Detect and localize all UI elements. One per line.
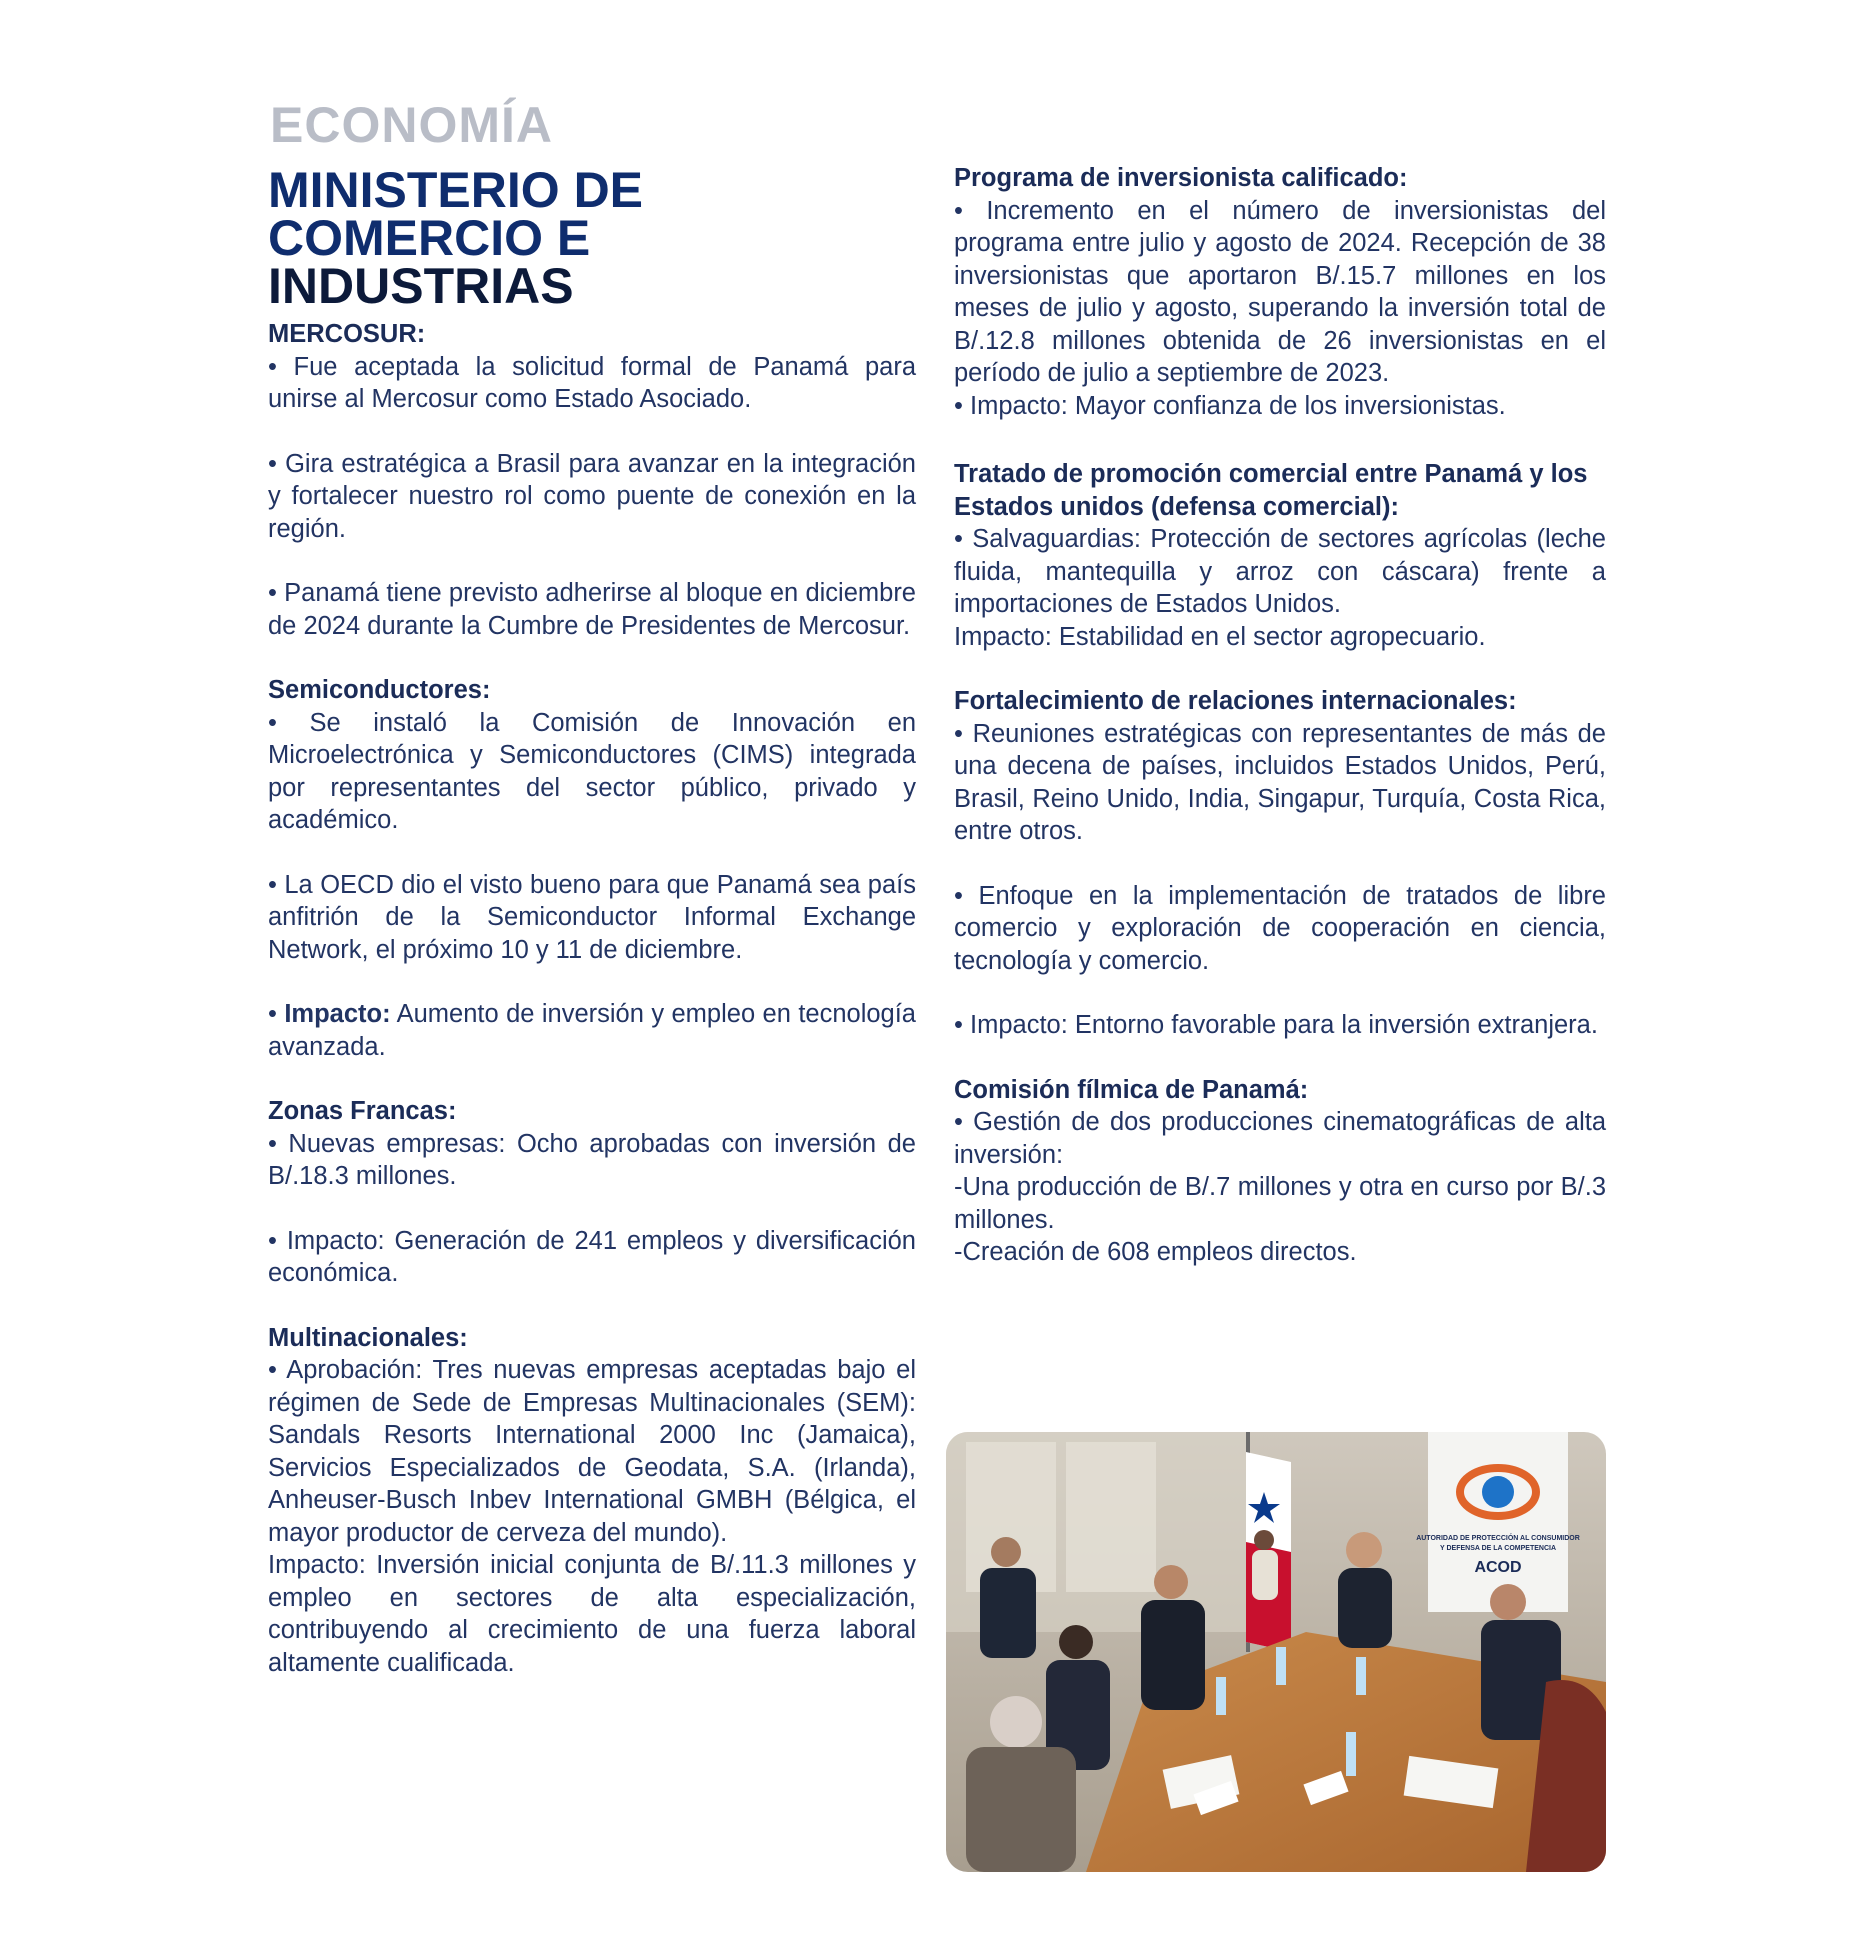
- zonas-francas-heading: Zonas Francas:: [268, 1097, 457, 1125]
- multinacionales-paragraph-2: Impacto: Inversión inicial conjunta de B/.11.3 millones y empleo en sectores de alta especialización, contribuyendo al crecimiento de una fuerza laboral altamente cualificada.: [268, 1551, 916, 1677]
- zonas-francas-paragraph-1: • Nuevas empresas: Ocho aprobadas con inversión de B/.18.3 millones.: [268, 1129, 916, 1190]
- mercosur-paragraph-1: • Fue aceptada la solicitud formal de Panamá para unirse al Mercosur como Estado Asociado.: [268, 352, 916, 413]
- title-line-1: MINISTERIO DE: [268, 162, 644, 218]
- tratado-paragraph-2: Impacto: Estabilidad en el sector agropecuario.: [954, 622, 1486, 651]
- filmica-paragraph-2: -Una producción de B/.7 millones y otra en curso por B/.3 millones.: [954, 1173, 1606, 1234]
- tratado-heading: Tratado de promoción comercial entre Panamá y los Estados unidos (defensa comercial):: [954, 460, 1588, 521]
- filmica-paragraph-3: -Creación de 608 empleos directos.: [954, 1238, 1357, 1266]
- semiconductores-paragraph-1: • Se instaló la Comisión de Innovación en Microelectrónica y Semiconductores (CIMS) integrada por representantes del sector público, privado y académico.: [268, 708, 916, 834]
- multinacionales-paragraph-1: • Aprobación: Tres nuevas empresas aceptadas bajo el régimen de Sede de Empresas Multinacionales (SEM): Sandals Resorts International 2000 Inc (Jamaica), Servicios Especializados de Geodata, S.A. (Irlanda), Anheuser-Busch Inbev International GMBH (Bélgica, el mayor productor de cerveza del mundo).: [268, 1356, 916, 1547]
- zonas-francas-paragraph-2: • Impacto: Generación de 241 empleos y diversificación económica.: [268, 1226, 916, 1287]
- relaciones-paragraph-2: • Enfoque en la implementación de tratados de libre comercio y exploración de cooperación en ciencia, tecnología y comercio.: [954, 881, 1606, 975]
- title-line-3: INDUSTRIAS: [268, 258, 574, 314]
- page-title: [268, 162, 828, 314]
- impacto-label: Impacto:: [284, 1000, 391, 1028]
- tratado-paragraph-1: • Salvaguardias: Protección de sectores agrícolas (leche fluida, mantequilla y arroz con cáscara) frente a importaciones de Estados Unidos.: [954, 525, 1606, 618]
- section-label: ECONOMÍA: [270, 97, 553, 153]
- right-column: [954, 162, 1606, 1269]
- inversionista-paragraph-1: • Incremento en el número de inversionistas del programa entre julio y agosto de 2024. Recepción de 38 inversionistas que aportaron B/.15.7 millones en los meses de julio y agosto, superando la inversión total de B/.12.8 millones obtenida de 26 inversionistas en el período de julio a septiembre de 2023.: [954, 196, 1606, 387]
- filmica-paragraph-1: • Gestión de dos producciones cinematográficas de alta inversión:: [954, 1108, 1606, 1169]
- meeting-photo: [946, 1432, 1606, 1872]
- relaciones-paragraph-3: • Impacto: Entorno favorable para la inversión extranjera.: [954, 1011, 1598, 1039]
- inversionista-heading: Programa de inversionista calificado:: [954, 164, 1408, 192]
- left-column: [268, 318, 916, 1679]
- semiconductores-heading: Semiconductores:: [268, 676, 491, 704]
- relaciones-heading: Fortalecimiento de relaciones internacionales:: [954, 687, 1517, 715]
- banner-line-1: AUTORIDAD DE PROTECCIÓN AL CONSUMIDOR: [1416, 1535, 1580, 1542]
- filmica-heading: Comisión fílmica de Panamá:: [954, 1075, 1309, 1104]
- banner-acronym: ACOD: [1474, 1559, 1522, 1576]
- semiconductores-paragraph-2: • La OECD dio el visto bueno para que Panamá sea país anfitrión de la Semiconductor Informal Exchange Network, el próximo 10 y 11 de diciembre.: [268, 870, 916, 964]
- banner-line-2: Y DEFENSA DE LA COMPETENCIA: [1439, 1545, 1557, 1552]
- mercosur-heading: MERCOSUR:: [268, 320, 426, 348]
- multinacionales-heading: Multinacionales:: [268, 1323, 468, 1352]
- mercosur-paragraph-2: • Gira estratégica a Brasil para avanzar en la integración y fortalecer nuestro rol como puente de conexión en la región.: [268, 449, 916, 543]
- inversionista-paragraph-2: • Impacto: Mayor confianza de los inversionistas.: [954, 391, 1506, 420]
- semiconductores-paragraph-3: • Impacto: Aumento de inversión y empleo en tecnología avanzada.: [268, 1000, 916, 1061]
- meeting-photo-illustration: [946, 1432, 1606, 1872]
- relaciones-paragraph-1: • Reuniones estratégicas con representantes de más de una decena de países, incluidos Estados Unidos, Perú, Brasil, Reino Unido, India, Singapur, Turquía, Costa Rica, entre otros.: [954, 719, 1606, 845]
- mercosur-paragraph-3: • Panamá tiene previsto adherirse al bloque en diciembre de 2024 durante la Cumbre de Presidentes de Mercosur.: [268, 579, 916, 640]
- title-line-2: COMERCIO E: [268, 210, 591, 266]
